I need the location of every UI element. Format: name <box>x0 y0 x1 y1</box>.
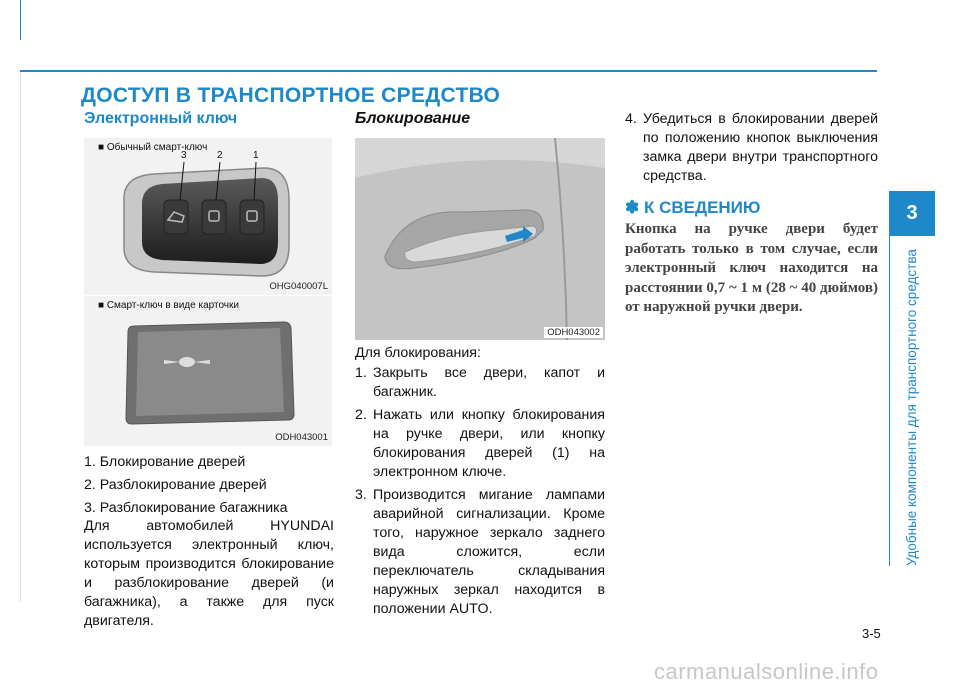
step-text: Производится мигание лампами аварийной сигнализации. Кроме того, наружное зеркало заднего вида сложится, если переключатель складывания наружных зеркал находится в положении AUTO. <box>373 487 605 617</box>
figure-caption: ■ Смарт-ключ в виде карточки <box>98 300 239 311</box>
door-handle-figure <box>355 138 605 340</box>
header-rule <box>20 70 877 72</box>
callout-2: 2 <box>217 150 223 161</box>
door-handle-illustration <box>355 138 605 340</box>
step-number: 3. <box>355 487 367 503</box>
callout-1: 1 <box>253 150 259 161</box>
step-text: Закрыть все двери, капот и багажник. <box>373 365 605 400</box>
list-item: 3. Разблокирование багажника <box>84 500 288 516</box>
electronic-key-heading: Электронный ключ <box>84 110 238 127</box>
key-buttons-list <box>84 453 334 522</box>
step-number: 1. <box>355 365 367 381</box>
step-text: Убедиться в блокировании дверей по положению кнопок выключения замка двери внутри транспортного средства. <box>643 111 878 184</box>
page-title: ДОСТУП В ТРАНСПОРТНОЕ СРЕДСТВО <box>81 84 501 107</box>
sidebar-rule <box>889 236 890 566</box>
list-item <box>355 364 605 402</box>
card-key-figure <box>84 296 332 446</box>
left-margin-rule <box>20 72 21 602</box>
locking-steps-continued <box>625 110 878 190</box>
page-number: 3-5 <box>862 626 881 641</box>
card-key-illustration <box>84 296 332 446</box>
list-item: 2. Разблокирование дверей <box>84 477 267 493</box>
smart-key-illustration <box>84 138 332 295</box>
notice-text: Кнопка на ручке двери будет работать только в том случае, если электронный ключ находится на расстоянии 0,7 ~ 1 м (28 ~ 40 дюймов) от наружной ручки двери. <box>625 221 878 315</box>
chapter-title-vertical: Удобные компоненты для транспортного средства <box>904 249 919 566</box>
locking-intro: Для блокирования: <box>355 345 481 361</box>
list-item <box>625 110 878 186</box>
figure-code: OHG040007L <box>269 281 328 292</box>
chapter-tab: 3 <box>889 191 935 236</box>
step-number: 2. <box>355 407 367 423</box>
list-item <box>355 486 605 619</box>
figure-code: ODH043001 <box>275 432 328 443</box>
list-item <box>355 406 605 482</box>
step-text: Нажать или кнопку блокирования на ручке двери, или кнопку блокирования дверей (1) на электронном ключе. <box>373 407 605 480</box>
key-description-paragraph: Для автомобилей HYUNDAI используется электронный ключ, которым производится блокирование и разблокирование дверей (и багажника), а также для пуск двигателя. <box>84 518 334 629</box>
callout-3: 3 <box>181 150 187 161</box>
locking-steps-list <box>355 364 605 623</box>
step-number: 4. <box>625 111 637 127</box>
notice-heading: ✽ К СВЕДЕНИЮ <box>625 198 761 217</box>
watermark: carmanualsonline.info <box>654 659 879 684</box>
list-item: 1. Блокирование дверей <box>84 454 246 470</box>
figure-caption: ■ Обычный смарт-ключ <box>98 142 208 153</box>
top-vertical-rule <box>20 0 21 40</box>
smart-key-figure <box>84 138 332 295</box>
locking-heading: Блокирование <box>355 110 471 127</box>
figure-code: ODH043002 <box>544 327 603 338</box>
